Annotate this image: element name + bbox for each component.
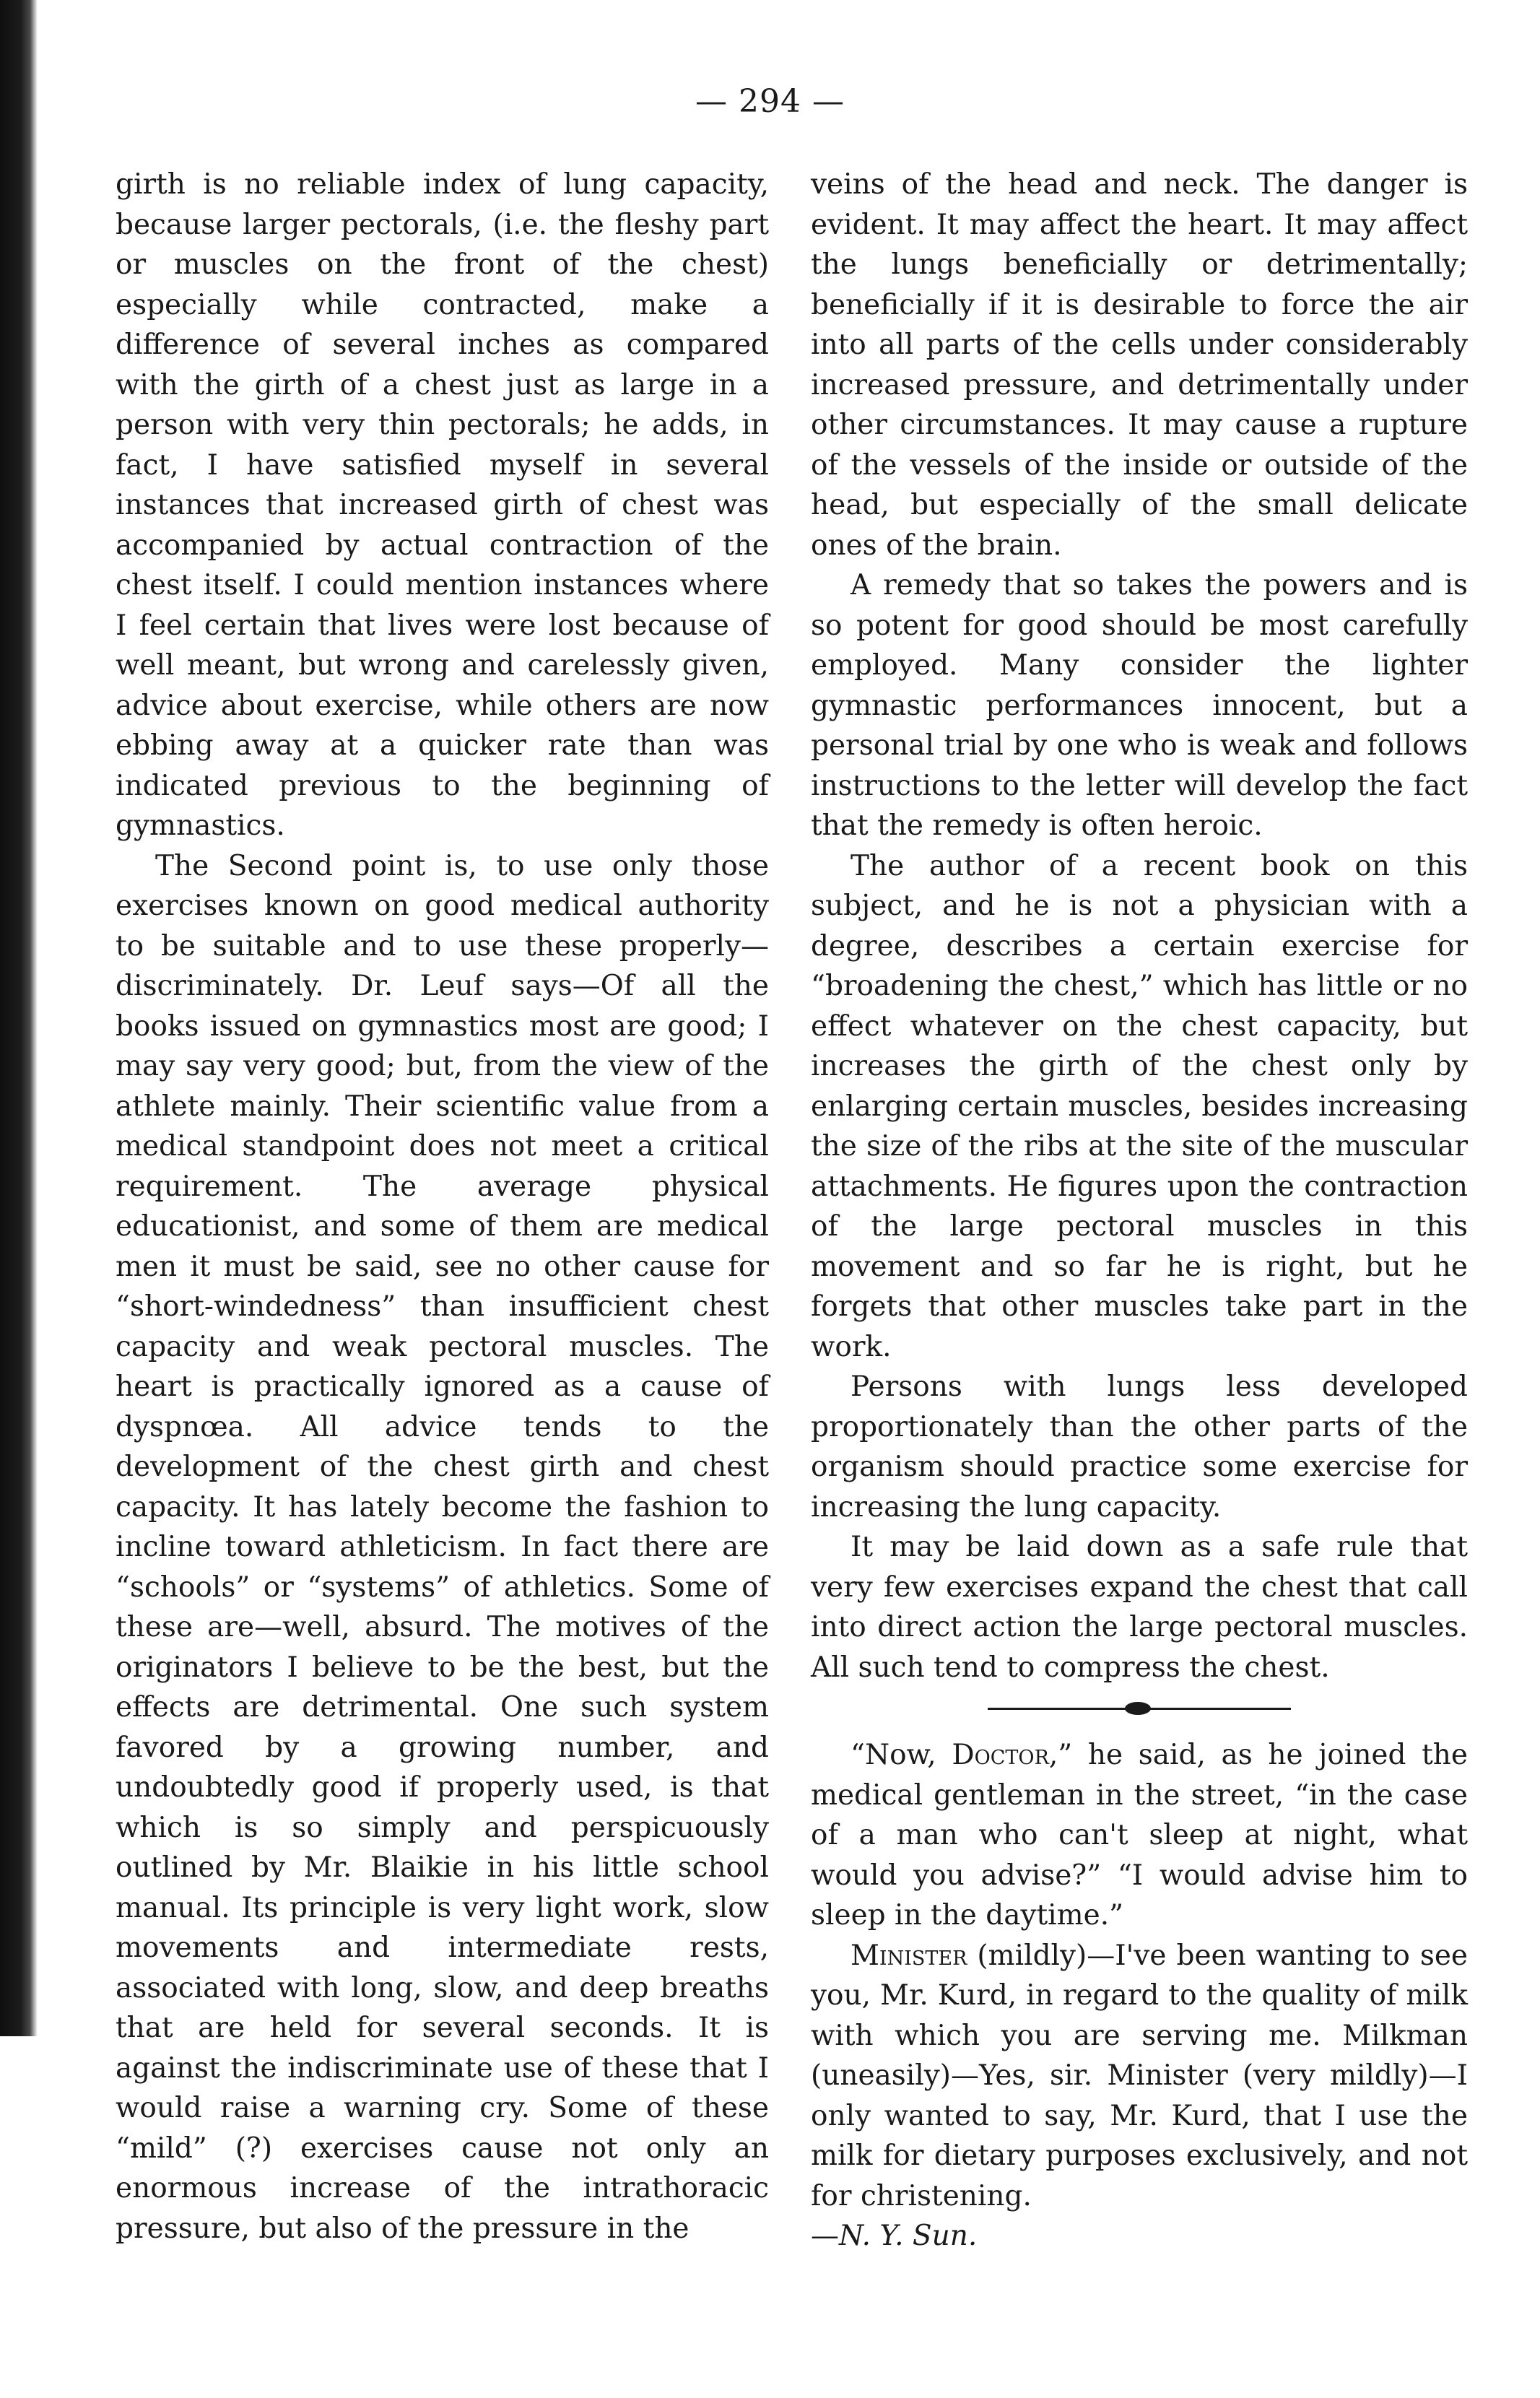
source-dash: —: [811, 2220, 839, 2252]
anecdote-minister-word: Minister: [851, 1939, 967, 1972]
left-paragraph-1: girth is no reliable index of lung capacity, because larger pectorals, (i.e. the fleshy part or muscles on the front of the chest) especially while contracted, make a difference of several inches as compared with the girth of a chest just as large in a person with very thin pectorals; he adds, in fact, I have satisfied myself in several instances that increased girth of chest was accompanied by actual contraction of the chest itself. I could mention instances where I feel certain that lives were lost because of well meant, but wrong and carelessly given, advice about exercise, while others are now ebbing away at a quicker rate than was indicated previous to the beginning of gymnastics.: [116, 168, 769, 842]
right-paragraph-5: It may be laid down as a safe rule that very few exercises expand the chest that call into direct action the large pectoral muscles. All such tend to compress the chest.: [811, 1531, 1468, 1684]
left-paragraph-2: The Second point is, to use only those exercises known on good medical authority to be suitable and to use these properly—discriminately. Dr. Leuf says—Of all the books issued on gymnastics most are good; I may say very good; but, from the view of the athlete mainly. Their scientific value from a medical standpoint does not meet a critical requirement. The average physical educationist, and some of them are medical men it must be said, see no other cause for “short-windedness” than insufficient chest capacity and weak pectoral muscles. The heart is practically ignored as a cause of dyspnœa. All advice tends to the development of the chest girth and chest capacity. It has lately become the fashion to incline toward athleticism. In fact there are “schools” or “systems” of athletics. Some of these are—well, absurd. The motives of the originators I believe to be the best, but the effects are detrimental. One such system favored by a growing number, and undoubtedly good if properly used, is that which is so simply and perspicuously outlined by Mr. Blaikie in his little school manual. Its principle is very light work, slow movements and intermediate rests, associated with long, slow, and deep breaths that are held for several seconds. It is against the indiscriminate use of these that I would raise a warning cry. Some of these “mild” (?) exercises cause not only an enormous increase of the intrathoracic pressure, but also of the pressure in the: [116, 849, 769, 2245]
right-column: [811, 165, 1468, 2256]
anecdote-doctor: [811, 1735, 1468, 1936]
scan-binding-edge: [0, 0, 38, 2036]
section-divider: [988, 1708, 1291, 1710]
anecdote-minister: [811, 1936, 1468, 2256]
right-paragraph-4: Persons with lungs less developed proportionately than the other parts of the organism should practice some exercise for increasing the lung capacity.: [811, 1370, 1468, 1524]
left-column: [116, 165, 769, 2249]
page-number: — 294 —: [695, 83, 845, 120]
source-attribution: N. Y. Sun.: [839, 2220, 978, 2252]
anecdote-doctor-rest: ,” he said, as he joined the medical gentleman in the street, “in the case of a man who can't sleep at night, what would you advise?” “I would advise him to sleep in the daytime.”: [811, 1739, 1469, 1932]
anecdote-minister-rest: (mildly)—I've been wanting to see you, Mr. Kurd, in regard to the quality of milk with which you are serving me. Milkman (uneasily)—Yes, sir. Minister (very mildly)—I only wanted to say, Mr. Kurd, that I use the milk for dietary purposes exclusively, and not for christening.: [811, 1939, 1468, 2212]
anecdote-doctor-word: Doctor: [952, 1739, 1049, 1771]
right-paragraph-3: The author of a recent book on this subject, and he is not a physician with a degree, describes a certain exercise for “broadening the chest,” which has little or no effect whatever on the chest capacity, but increases the girth of the chest only by enlarging certain muscles, besides increasing the size of the ribs at the site of the muscular attachments. He figures upon the contraction of the large pectoral muscles in this movement and so far he is right, but he forgets that other muscles take part in the work.: [811, 849, 1468, 1363]
right-paragraph-1: veins of the head and neck. The danger is evident. It may affect the heart. It may affect the lungs beneficially or detrimentally; beneficially if it is desirable to force the air into all parts of the cells under considerably increased pressure, and detrimentally under other circumstances. It may cause a rupture of the vessels of the inside or outside of the head, but especially of the small delicate ones of the brain.: [811, 168, 1468, 562]
anecdote-doctor-open: “Now,: [851, 1739, 952, 1771]
right-paragraph-2: A remedy that so takes the powers and is so potent for good should be most carefully employed. Many consider the lighter gymnastic performances innocent, but a personal trial by one who is weak and follows instructions to the letter will develop the fact that the remedy is often heroic.: [811, 569, 1468, 842]
